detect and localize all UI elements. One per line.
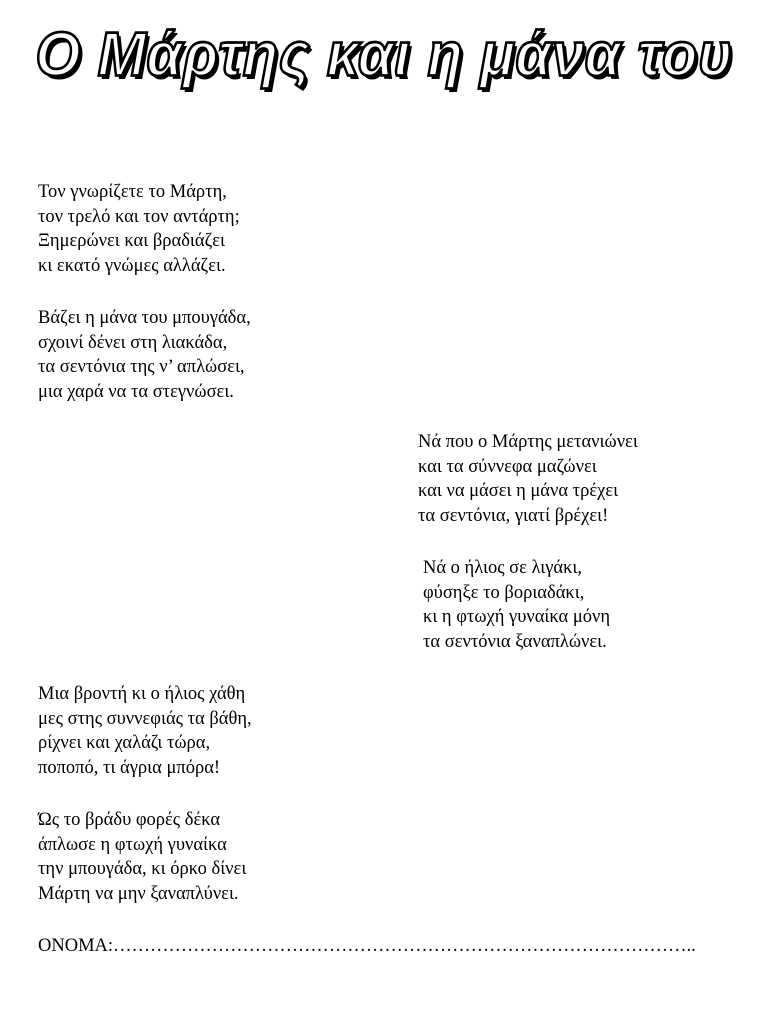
stanza [38, 808, 246, 906]
verse-line: και τα σύννεφα μαζώνει [418, 456, 597, 477]
verse-line: μια χαρά να τα στεγνώσει. [38, 381, 234, 402]
name-blank[interactable]: ………………………………………………………………………………….. [113, 936, 696, 956]
poem-title: Ο Μάρτης και η μάνα του [35, 19, 733, 90]
name-field[interactable] [38, 934, 696, 959]
verse-line: Τον γνωρίζετε το Μάρτη, [38, 182, 227, 202]
stanza [38, 180, 240, 278]
title-container [0, 19, 768, 90]
verse-line: κι εκατό γνώμες αλλάζει. [38, 255, 226, 276]
verse-line: μες στης συννεφιάς τα βάθη, [38, 708, 252, 729]
verse-line: Ώς το βράδυ φορές δέκα [38, 810, 221, 830]
stanza [423, 556, 610, 654]
stanza [38, 682, 252, 780]
verse-line: Βάζει η μάνα του μπουγάδα, [38, 308, 251, 328]
verse-line: φύσηξε το βοριαδάκι, [423, 582, 585, 603]
verse-line: την μπουγάδα, κι όρκο δίνει [38, 859, 247, 880]
verse-line: άπλωσε η φτωχή γυναίκα [38, 834, 227, 855]
verse-line: κι η φτωχή γυναίκα μόνη [423, 607, 611, 628]
verse-line: και να μάσει η μάνα τρέχει [418, 481, 619, 502]
verse-line: τα σεντόνια της ν’ απλώσει, [38, 357, 245, 378]
verse-line: τον τρελό και τον αντάρτη; [38, 206, 240, 227]
name-label: ΟΝΟΜΑ: [38, 936, 114, 956]
verse-line: ποποπό, τι άγρια μπόρα! [38, 757, 221, 778]
verse-line: ρίχνει και χαλάζι τώρα, [38, 733, 211, 754]
stanza [418, 430, 638, 528]
verse-line: Νά που ο Μάρτης μετανιώνει [418, 432, 638, 452]
verse-line: Μάρτη να μην ξαναπλύνει. [38, 883, 239, 904]
verse-line: Νά ο ήλιος σε λιγάκι, [423, 558, 583, 578]
verse-line: Μια βροντή κι ο ήλιος χάθη [38, 684, 246, 704]
verse-line: τα σεντόνια ξαναπλώνει. [423, 631, 607, 652]
stanza [38, 306, 251, 404]
verse-line: τα σεντόνια, γιατί βρέχει! [418, 505, 609, 526]
verse-line: σχοινί δένει στη λιακάδα, [38, 332, 228, 353]
verse-line: Ξημερώνει και βραδιάζει [38, 231, 225, 252]
